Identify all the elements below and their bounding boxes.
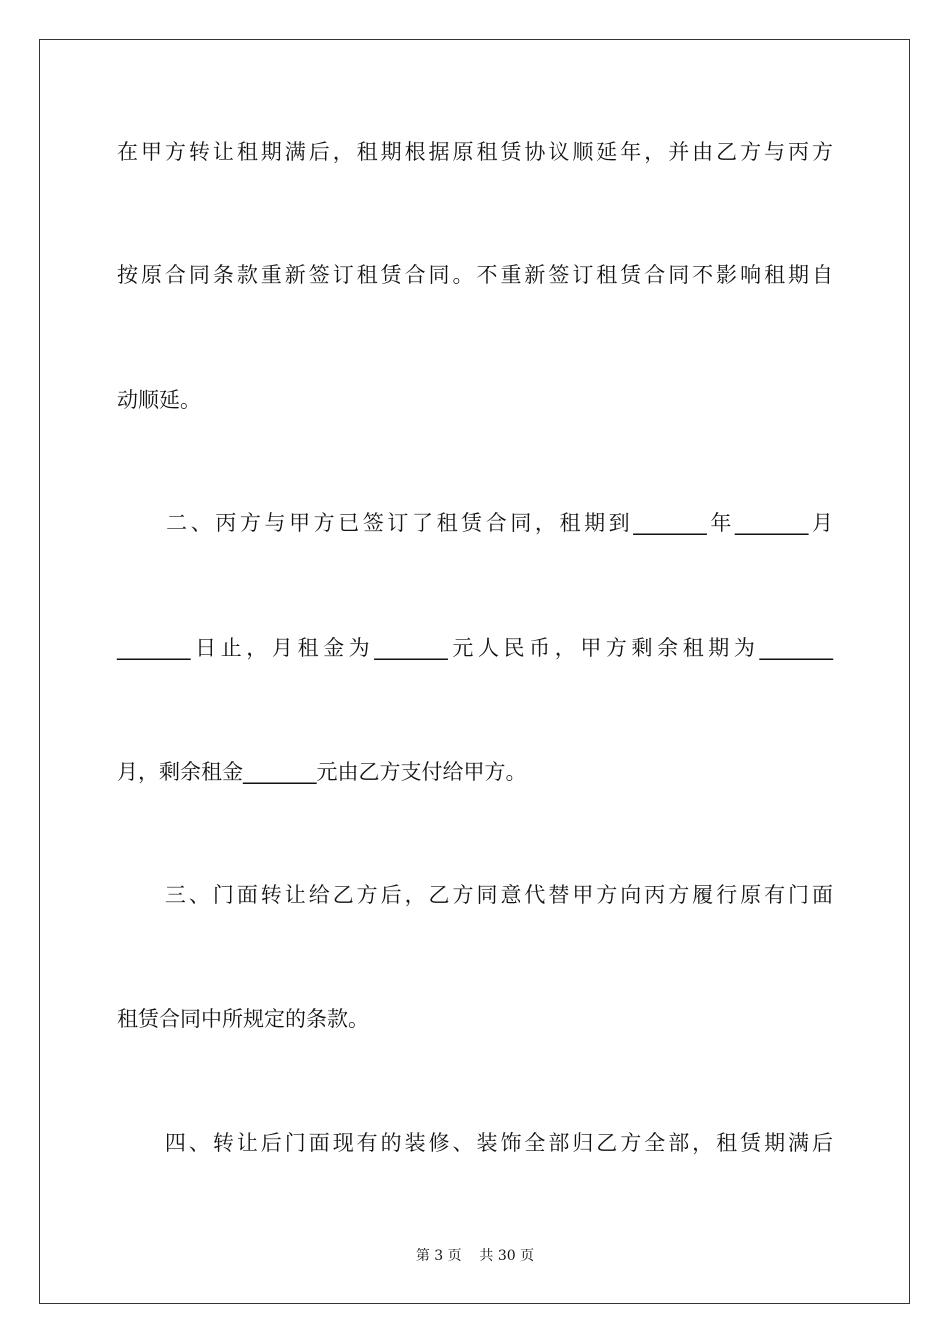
page-border <box>39 39 910 1304</box>
body-text-line-2: 按原合同条款重新签订租赁合同。不重新签订租赁合同不影响租期自 <box>117 263 833 287</box>
body-text-line-1: 在甲方转让租期满后，租期根据原租赁协议顺延年，并由乙方与丙方 <box>117 140 833 164</box>
clause-three-line-1: 三、门面转让给乙方后，乙方同意代替甲方向丙方履行原有门面 <box>117 883 833 907</box>
clause-four-line-1: 四、转让后门面现有的装修、装饰全部归乙方全部，租赁期满后 <box>117 1131 833 1155</box>
clause-two-line-1: 二、丙方与甲方已签订了租赁合同，租期到_______年_______月 <box>117 511 833 535</box>
clause-two-line-3: 月，剩余租金_______元由乙方支付给甲方。 <box>117 760 527 784</box>
page-number-footer: 第 3 页 共 30 页 <box>415 1248 535 1264</box>
body-text-line-3: 动顺延。 <box>117 388 201 412</box>
clause-two-line-2: _______日止，月租金为_______元人民币，甲方剩余租期为_______ <box>117 636 833 660</box>
clause-three-line-2: 租赁合同中所规定的条款。 <box>117 1007 369 1031</box>
